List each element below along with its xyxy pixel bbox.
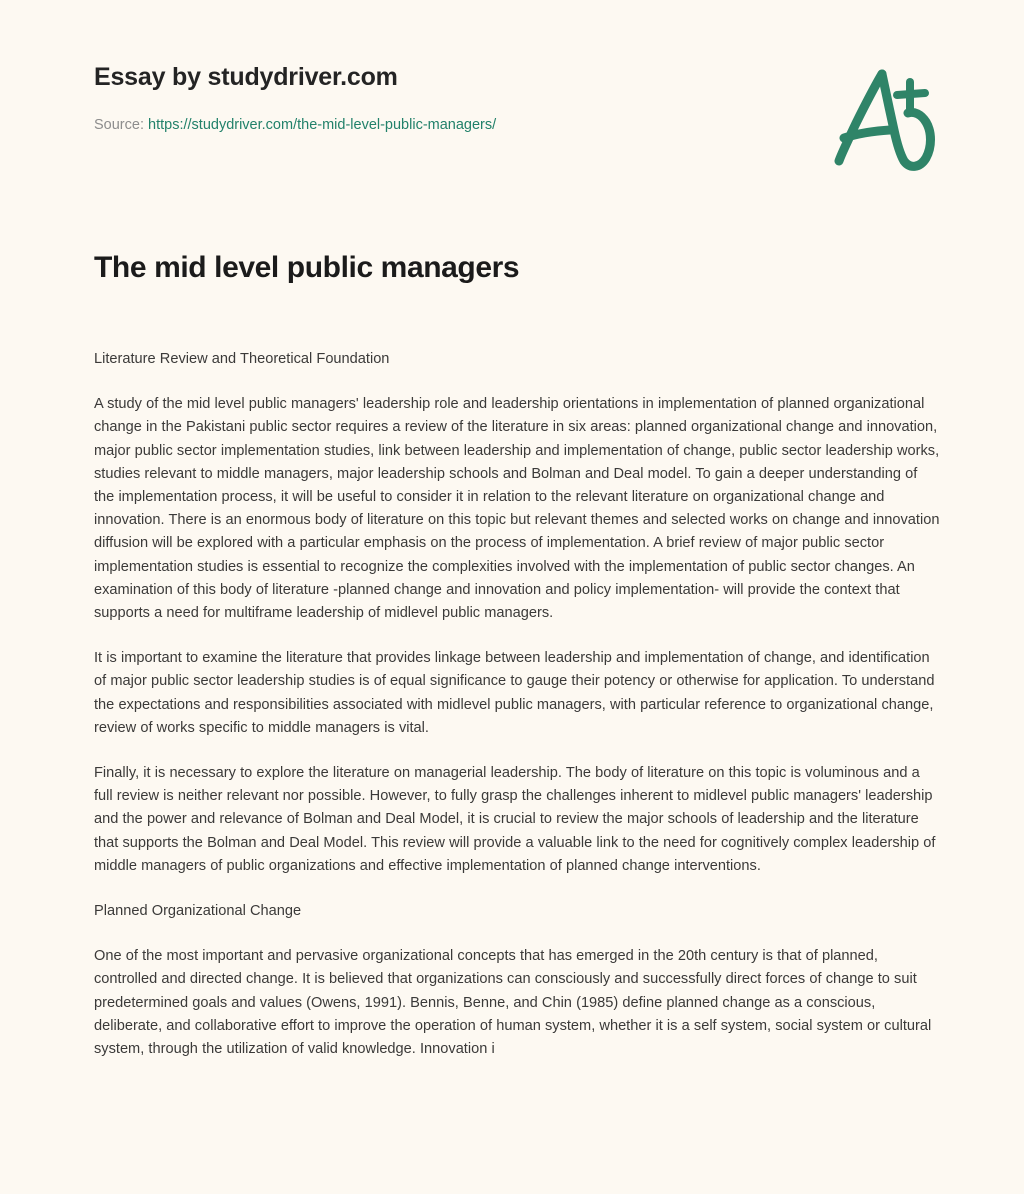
page-header xyxy=(0,0,1024,200)
section-heading-literature-review: Literature Review and Theoretical Foundation xyxy=(94,351,390,367)
body-paragraph: A study of the mid level public managers' leadership role and leadership orientations in implementation of planned organizational change in the Pakistani public sector requires a review of the literature in six areas: planned organizational change and innovation, major public sector implementation studies, link between leadership and implementation of change, public sector leadership works, studies relevant to middle managers, major leadership schools and Bolman and Deal model. To gain a deeper understanding of the implementation process, it will be useful to consider it in relation to the relevant literature on organizational change and innovation. There is an enormous body of literature on this topic but relevant themes and selected works on change and innovation diffusion will be explored with a particular emphasis on the process of implementation. A brief review of major public sector implementation studies is essential to recognize the complexities involved with the implementation of public sector changes. An examination of this body of literature -planned change and innovation and policy implementation- will provide the context that supports a need for multiframe leadership of midlevel public managers. xyxy=(94,396,940,622)
source-line xyxy=(94,116,496,135)
body-paragraph: One of the most important and pervasive organizational concepts that has emerged in the 20th century is that of planned, controlled and directed change. It is believed that organizations can consciously and successfully direct forces of change to suit predetermined goals and values (Owens, 1991). Bennis, Benne, and Chin (1985) define planned change as a conscious, deliberate, and collaborative effort to improve the operation of human system, whether it is a self system, social system or cultural system, through the utilization of valid knowledge. Innovation i xyxy=(94,948,932,1058)
page-title: The mid level public managers xyxy=(94,251,520,284)
body-paragraph: Finally, it is necessary to explore the literature on managerial leadership. The body of literature on this topic is voluminous and a full review is neither relevant nor possible. However, to fully grasp the challenges inherent to midlevel public managers' leadership and the power and relevance of Bolman and Deal Model, it is crucial to review the major schools of leadership and the literature that supports the Bolman and Deal Model. This review will provide a valuable link to the need for cognitively complex leadership of middle managers of public organizations and effective implementation of planned change interventions. xyxy=(94,765,936,874)
source-label: Source: xyxy=(94,117,144,133)
section-heading-planned-organizational-change: Planned Organizational Change xyxy=(94,903,302,920)
a-plus-logo-icon xyxy=(822,62,942,174)
a-plus-logo[interactable] xyxy=(822,62,942,174)
essay-body xyxy=(94,348,940,1061)
source-url-link[interactable]: https://studydriver.com/the-mid-level-public-managers/ xyxy=(148,117,497,133)
byline: Essay by studydriver.com xyxy=(94,63,398,91)
body-paragraph: It is important to examine the literature that provides linkage between leadership and implementation of change, and identification of major public sector leadership studies is of equal significance to gauge their potency or otherwise for application. To understand the expectations and responsibilities associated with midlevel public managers, with particular reference to organizational change, review of works specific to middle managers is vital. xyxy=(94,650,935,736)
header-left-block xyxy=(94,62,496,135)
